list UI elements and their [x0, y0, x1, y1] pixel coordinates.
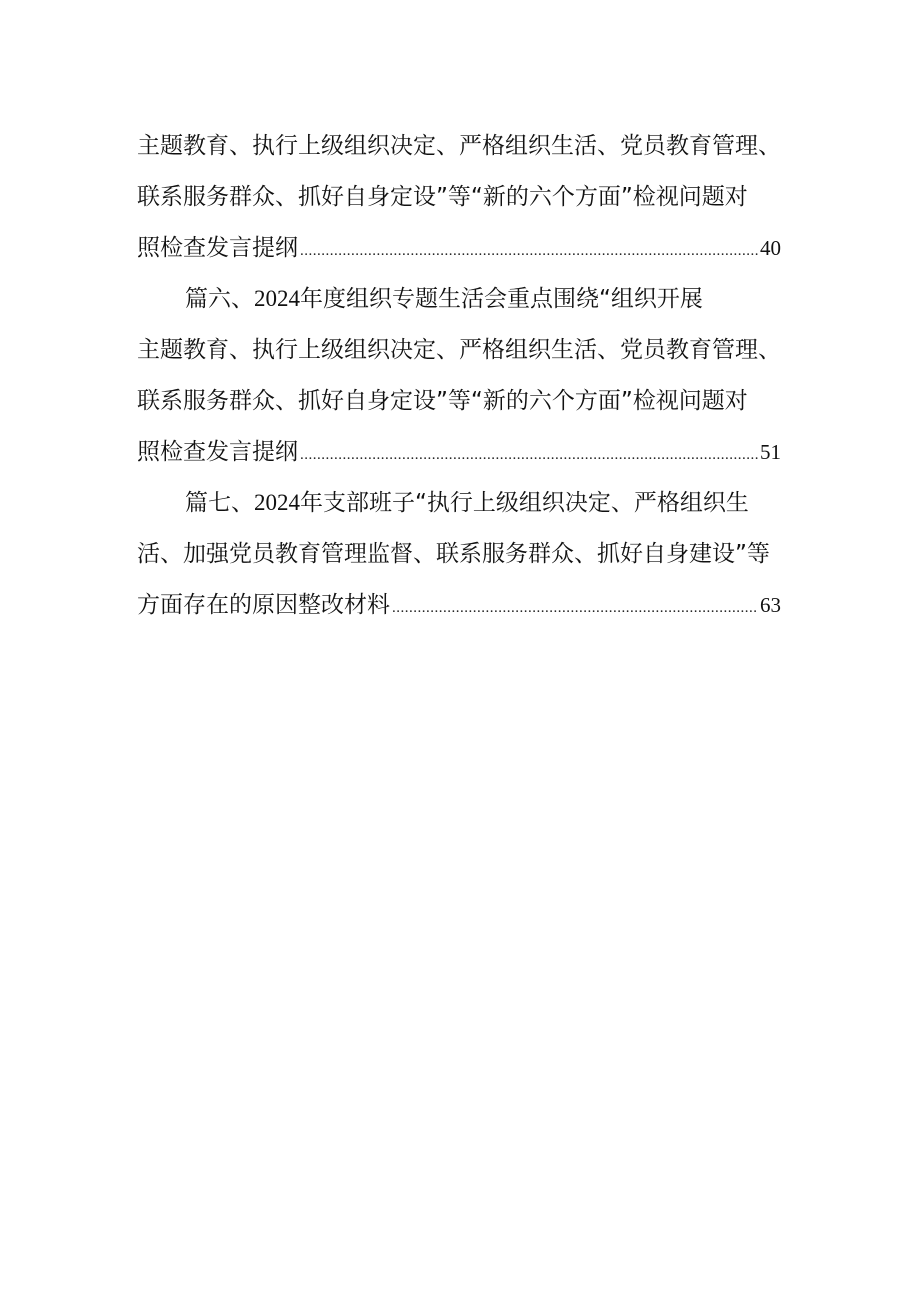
toc-entry-6-prefix: 篇六、: [185, 286, 254, 312]
toc-entry-7-prefix: 篇七、: [185, 490, 254, 516]
toc-entry-6-line-1: [137, 280, 787, 331]
toc-entry-7-line-2: 活、加强党员教育管理监督、联系服务群众、抓好自身建设”等: [137, 541, 770, 567]
toc-entry-6-year: 2024: [254, 286, 300, 311]
toc-entry-5-line-1: 主题教育、执行上级组织决定、严格组织生活、党员教育管理、: [137, 133, 781, 159]
toc-entry-5-line-2: 联系服务群众、抓好自身定设”等“新的六个方面”检视问题对: [137, 184, 748, 210]
toc-entry-6-line-4: [137, 433, 781, 484]
toc-entry-6-page-number[interactable]: 51: [760, 440, 781, 464]
toc-entry-7-page-number[interactable]: 63: [760, 593, 781, 617]
dot-leader: [300, 232, 758, 270]
toc-entry-7-tail-text: 方面存在的原因整改材料: [137, 592, 390, 618]
toc-entry-5[interactable]: [137, 127, 787, 280]
toc-entry-5-line-3: [137, 229, 781, 280]
toc-entry-5-tail-text: 照检查发言提纲: [137, 235, 298, 261]
dot-leader: [392, 589, 758, 627]
toc-entry-7-year: 2024: [254, 490, 300, 515]
dot-leader: [300, 436, 758, 474]
toc-entry-7-title-start: 年支部班子“执行上级组织决定、严格组织生: [300, 490, 749, 516]
toc-entry-7-line-3: [137, 586, 781, 637]
toc-entry-6-title-start: 年度组织专题生活会重点围绕“组织开展: [300, 286, 703, 312]
table-of-contents: [137, 127, 787, 637]
toc-entry-6-line-3: 联系服务群众、抓好自身定设”等“新的六个方面”检视问题对: [137, 388, 748, 414]
toc-entry-7[interactable]: [137, 484, 787, 637]
toc-entry-6[interactable]: [137, 280, 787, 484]
toc-entry-7-line-1: [137, 484, 787, 535]
toc-entry-6-tail-text: 照检查发言提纲: [137, 439, 298, 465]
toc-entry-6-line-2: 主题教育、执行上级组织决定、严格组织生活、党员教育管理、: [137, 337, 781, 363]
toc-entry-5-page-number[interactable]: 40: [760, 236, 781, 260]
